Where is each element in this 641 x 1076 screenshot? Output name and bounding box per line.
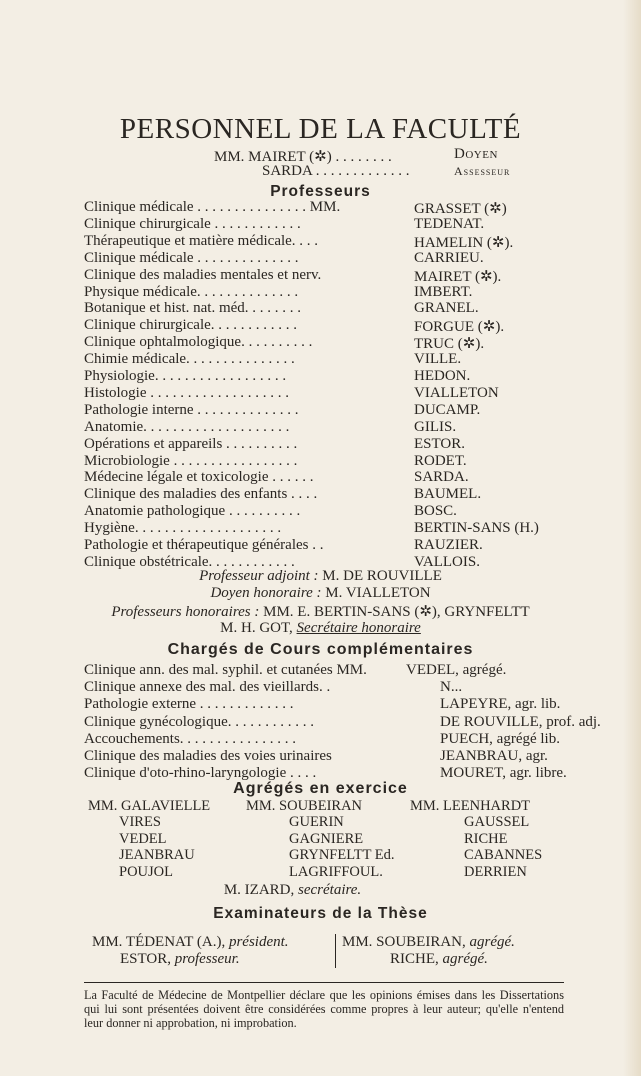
professeur-chair: Histologie . . . . . . . . . . . . . . . . . . . <box>84 384 289 401</box>
professeur-chair: Clinique chirurgicale. . . . . . . . . . . . <box>84 317 298 334</box>
professeur-chair: Anatomie. . . . . . . . . . . . . . . . . . . . <box>84 418 290 435</box>
professeur-adjoint <box>0 568 641 585</box>
charge-course: Clinique des maladies des voies urinaires <box>84 748 332 764</box>
professeur-chair: Clinique ophtalmologique. . . . . . . . . . <box>84 334 313 351</box>
agrege-name: MM. SOUBEIRAN <box>246 798 363 814</box>
adjoint-name: M. DE ROUVILLE <box>322 568 442 584</box>
professeur-name: RAUZIER. <box>414 537 483 553</box>
examinateur-agrege-1: MM. SOUBEIRAN, agrégé. <box>342 934 515 950</box>
agreges-secretaire-label: secrétaire. <box>298 882 362 898</box>
professeur-chair: Clinique médicale . . . . . . . . . . . . . . . MM. <box>84 199 341 215</box>
professeur-chair: Botanique et hist. nat. méd. . . . . . . . <box>84 300 302 317</box>
doyen-honoraire-name: M. VIALLETON <box>325 585 431 601</box>
page-title: PERSONNEL DE LA FACULTÉ <box>119 113 522 145</box>
charge-name: JEANBRAU, agr. <box>440 748 548 764</box>
honoraires-names: MM. E. BERTIN-SANS (✲), GRYNFELTT <box>263 604 530 620</box>
professeur-name: GRANEL. <box>414 300 479 317</box>
professeur-name: DUCAMP. <box>414 401 481 418</box>
charge-course: Clinique gynécologique. . . . . . . . . . . . <box>84 713 314 730</box>
agrege-name: CABANNES <box>464 847 543 864</box>
dean-role: Doyen <box>454 146 498 162</box>
professeur-name: CARRIEU. <box>414 249 484 266</box>
professeur-chair: Anatomie pathologique . . . . . . . . . . <box>84 503 301 520</box>
agrege-name: GUERIN <box>289 814 344 831</box>
professeur-name: BAUMEL. <box>414 486 482 503</box>
examinateur-professeur: ESTOR, professeur. <box>120 950 240 967</box>
professeur-chair: Clinique des maladies mentales et nerv. <box>84 266 322 283</box>
professeur-name: VIALLETON <box>414 384 499 401</box>
professeur-name: HEDON. <box>414 368 471 384</box>
professeur-chair: Clinique chirurgicale . . . . . . . . . . . . <box>84 215 301 232</box>
charge-course: Clinique ann. des mal. syphil. et cutanées MM. <box>84 662 367 678</box>
professeur-chair: Médecine légale et toxicologie . . . . . . <box>84 469 314 486</box>
charge-name: PUECH, agrégé lib. <box>440 730 560 747</box>
assessor-name: SARDA . . . . . . . . . . . . . <box>262 163 410 179</box>
professeur-chair: Chimie médicale. . . . . . . . . . . . . . . <box>84 351 295 368</box>
dean-name: MM. MAIRET (✲) . . . . . . . . <box>214 149 392 165</box>
professeur-name: TEDENAT. <box>414 215 485 232</box>
agrege-name: VEDEL <box>119 830 167 847</box>
charges-heading: Chargés de Cours complémentaires <box>167 641 474 658</box>
professeur-chair: Hygiène. . . . . . . . . . . . . . . . . . . . <box>84 520 282 537</box>
honoraires-label: Professeurs honoraires : <box>111 604 260 620</box>
agrege-name: LAGRIFFOUL. <box>289 863 383 880</box>
professeur-name: FORGUE (✲). <box>414 319 505 336</box>
charge-course: Accouchements. . . . . . . . . . . . . . . . <box>84 730 297 747</box>
charge-name: DE ROUVILLE, prof. adj. <box>440 713 601 730</box>
professeur-name: GILIS. <box>414 418 457 435</box>
professeur-name: RODET. <box>414 452 467 469</box>
professeur-name: IMBERT. <box>414 283 473 300</box>
examinateur-agrege-2: RICHE, agrégé. <box>390 950 488 967</box>
professeur-chair: Physiologie. . . . . . . . . . . . . . . . . . <box>84 368 287 384</box>
professeurs-honoraires <box>0 602 641 621</box>
assessor-role: Assesseur <box>454 164 511 178</box>
examinateurs-right <box>342 934 515 967</box>
doyen-honoraire <box>0 585 641 602</box>
agrege-name: VIRES <box>119 814 161 831</box>
secretaire-honoraire <box>0 620 641 637</box>
secretaire-honoraire-label: Secrétaire honoraire <box>296 620 421 636</box>
charge-course: Pathologie externe . . . . . . . . . . . . . <box>84 696 294 713</box>
professeur-chair: Clinique médicale . . . . . . . . . . . . . . <box>84 249 299 266</box>
professeur-chair: Clinique des maladies des enfants . . . . <box>84 486 318 503</box>
professeur-name: SARDA. <box>414 469 469 486</box>
separator-line <box>84 982 564 983</box>
agrege-name: RICHE <box>464 830 508 847</box>
agrege-name: GAGNIERE <box>289 830 364 847</box>
professeur-name: HAMELIN (✲). <box>414 234 514 251</box>
charge-course: Clinique annexe des mal. des vieillards. . <box>84 679 331 696</box>
professeur-chair: Thérapeutique et matière médicale. . . . <box>84 232 319 249</box>
doyen-honoraire-label: Doyen honoraire : <box>210 585 322 601</box>
professeur-chair: Opérations et appareils . . . . . . . . . . <box>84 435 298 452</box>
examinateurs-heading: Examinateurs de la Thèse <box>213 905 428 922</box>
professeur-chair: Pathologie et thérapeutique générales . . <box>84 537 324 553</box>
agrege-name: JEANBRAU <box>119 847 195 864</box>
professeur-name: BERTIN-SANS (H.) <box>414 520 539 537</box>
agrege-name: GAUSSEL <box>464 814 530 831</box>
agrege-name: MM. LEENHARDT <box>410 798 531 814</box>
professeur-name: GRASSET (✲) <box>414 201 507 217</box>
examinateurs-divider <box>335 934 336 968</box>
examinateur-president: MM. TÉDENAT (A.), président. <box>92 934 289 950</box>
charge-name: N... <box>440 679 463 696</box>
charge-name: VEDEL, agrégé. <box>406 662 507 678</box>
secretaire-honoraire-name: M. H. GOT, <box>220 620 293 636</box>
professeur-chair: Clinique obstétricale. . . . . . . . . . . . <box>84 553 295 570</box>
professeur-name: VILLE. <box>414 351 462 368</box>
professeur-name: MAIRET (✲). <box>414 268 502 285</box>
disclaimer-note: La Faculté de Médecine de Montpellier déclare que les opinions émises dans les Dissertations qui lui sont présentées doivent être considérées comme propres à leur auteur; qu'elle n'entend leur donner ni approbation, ni improbation. <box>84 988 564 1030</box>
agreges-secretaire <box>0 882 613 899</box>
professeur-name: ESTOR. <box>414 435 465 452</box>
agrege-name: MM. GALAVIELLE <box>88 798 211 814</box>
professeurs-heading: Professeurs <box>270 183 371 200</box>
examinateurs-left <box>92 934 289 967</box>
agreges-heading: Agrégés en exercice <box>233 780 408 797</box>
agrege-name: DERRIEN <box>464 863 527 880</box>
agreges-secretaire-name: M. IZARD, <box>223 882 295 898</box>
charge-name: MOURET, agr. libre. <box>440 765 567 782</box>
charge-name: LAPEYRE, agr. lib. <box>440 696 561 713</box>
adjoint-label: Professeur adjoint : <box>199 568 319 584</box>
professeur-name: TRUC (✲). <box>414 336 485 353</box>
professeur-name: BOSC. <box>414 503 457 520</box>
agrege-name: GRYNFELTT Ed. <box>289 847 395 864</box>
professeur-chair: Pathologie interne . . . . . . . . . . . . . . <box>84 401 299 418</box>
charge-course: Clinique d'oto-rhino-laryngologie . . . . <box>84 765 317 782</box>
professeur-chair: Physique médicale. . . . . . . . . . . . . . <box>84 283 299 300</box>
professeur-chair: Microbiologie . . . . . . . . . . . . . . . . . <box>84 452 298 469</box>
professeur-name: VALLOIS. <box>414 553 480 570</box>
agrege-name: POUJOL <box>119 863 173 880</box>
